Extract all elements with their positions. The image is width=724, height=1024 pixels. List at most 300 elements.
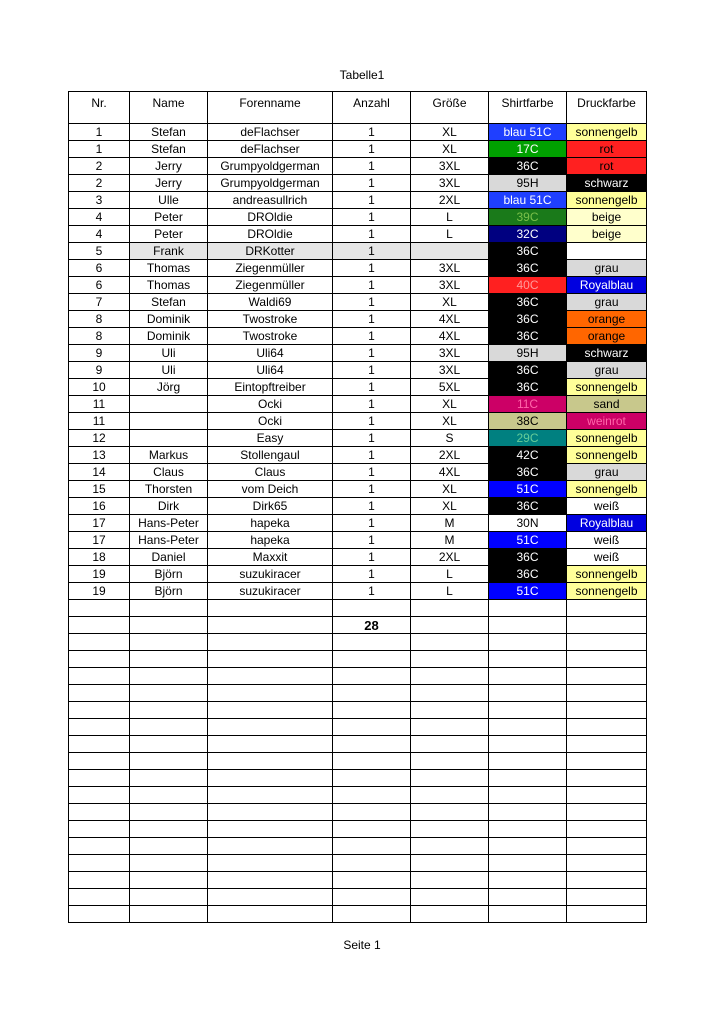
empty-row [69, 889, 647, 906]
table-row [69, 328, 647, 345]
empty-row [69, 872, 647, 889]
cell-nr: 8 [69, 311, 130, 328]
page-footer: Seite 1 [343, 938, 381, 952]
empty-cell [333, 770, 411, 787]
empty-cell [333, 838, 411, 855]
cell-size: XL [411, 498, 489, 515]
cell-shirt-color: 40C [489, 277, 567, 294]
table-row [69, 413, 647, 430]
empty-cell [411, 702, 489, 719]
table-row [69, 566, 647, 583]
cell-name: Stefan [130, 124, 208, 141]
cell-quantity: 1 [333, 566, 411, 583]
empty-cell [208, 600, 333, 617]
table-row [69, 294, 647, 311]
empty-cell [411, 838, 489, 855]
cell-print-color: schwarz [567, 175, 647, 192]
empty-cell [333, 889, 411, 906]
empty-cell [69, 770, 130, 787]
cell-forename: Twostroke [208, 328, 333, 345]
cell-print-color: sonnengelb [567, 192, 647, 209]
table-row [69, 481, 647, 498]
cell-size: M [411, 515, 489, 532]
empty-cell [333, 753, 411, 770]
empty-cell [333, 855, 411, 872]
empty-cell [130, 889, 208, 906]
cell-forename: deFlachser [208, 141, 333, 158]
cell-size: M [411, 532, 489, 549]
empty-cell [69, 719, 130, 736]
empty-cell [333, 804, 411, 821]
cell-forename: Ocki [208, 413, 333, 430]
cell-nr: 9 [69, 362, 130, 379]
cell-name: Hans-Peter [130, 532, 208, 549]
cell-size: 3XL [411, 158, 489, 175]
empty-row [69, 770, 647, 787]
empty-cell [69, 600, 130, 617]
table-row [69, 430, 647, 447]
empty-cell [411, 651, 489, 668]
column-header-forename: Forenname [208, 92, 333, 116]
empty-cell [567, 651, 647, 668]
cell-shirt-color: 36C [489, 328, 567, 345]
empty-row [69, 685, 647, 702]
empty-cell [489, 787, 567, 804]
cell-print-color: rot [567, 158, 647, 175]
cell-size: 4XL [411, 311, 489, 328]
empty-cell [69, 821, 130, 838]
cell-forename: Uli64 [208, 362, 333, 379]
empty-cell [567, 770, 647, 787]
cell-shirt-color: 36C [489, 549, 567, 566]
cell-shirt-color: blau 51C [489, 124, 567, 141]
cell-print-color: weiß [567, 532, 647, 549]
cell-print-color: rot [567, 141, 647, 158]
empty-cell [567, 787, 647, 804]
cell-quantity: 1 [333, 345, 411, 362]
empty-cell [411, 685, 489, 702]
cell-quantity: 1 [333, 294, 411, 311]
empty-cell [208, 821, 333, 838]
cell-size [411, 243, 489, 260]
column-header-name: Name [130, 92, 208, 116]
cell-forename: DROldie [208, 226, 333, 243]
cell-size: 4XL [411, 328, 489, 345]
empty-cell [69, 838, 130, 855]
empty-cell [69, 889, 130, 906]
cell-name: Uli [130, 362, 208, 379]
table-row [69, 447, 647, 464]
cell-forename: DROldie [208, 209, 333, 226]
cell-print-color: Royalblau [567, 277, 647, 294]
empty-cell [567, 804, 647, 821]
empty-cell [489, 855, 567, 872]
cell-quantity: 1 [333, 141, 411, 158]
cell-nr: 1 [69, 141, 130, 158]
cell-shirt-color: 32C [489, 226, 567, 243]
cell-size: XL [411, 141, 489, 158]
empty-cell [208, 702, 333, 719]
cell-forename: deFlachser [208, 124, 333, 141]
cell-name [130, 430, 208, 447]
empty-cell [130, 770, 208, 787]
cell-print-color: sonnengelb [567, 124, 647, 141]
table-row [69, 583, 647, 600]
empty-cell [489, 719, 567, 736]
cell-shirt-color: blau 51C [489, 192, 567, 209]
empty-cell [567, 719, 647, 736]
cell-quantity: 1 [333, 549, 411, 566]
cell-nr: 6 [69, 277, 130, 294]
empty-cell [69, 736, 130, 753]
cell-nr: 2 [69, 158, 130, 175]
empty-cell [489, 770, 567, 787]
cell-name: Uli [130, 345, 208, 362]
cell-shirt-color: 38C [489, 413, 567, 430]
empty-cell [130, 600, 208, 617]
empty-cell [208, 668, 333, 685]
cell-shirt-color: 95H [489, 175, 567, 192]
cell-quantity: 1 [333, 413, 411, 430]
empty-cell [69, 906, 130, 923]
empty-cell [411, 872, 489, 889]
cell-quantity: 1 [333, 396, 411, 413]
cell-shirt-color: 95H [489, 345, 567, 362]
empty-cell [69, 668, 130, 685]
empty-cell [208, 838, 333, 855]
cell-name: Claus [130, 464, 208, 481]
empty-cell [69, 753, 130, 770]
cell-nr: 10 [69, 379, 130, 396]
cell-name: Hans-Peter [130, 515, 208, 532]
cell-shirt-color: 39C [489, 209, 567, 226]
cell-nr: 8 [69, 328, 130, 345]
empty-cell [489, 804, 567, 821]
table-row [69, 515, 647, 532]
table-row [69, 362, 647, 379]
empty-cell [489, 821, 567, 838]
total-row [69, 617, 647, 634]
cell-size: 3XL [411, 277, 489, 294]
empty-cell [130, 617, 208, 634]
empty-cell [130, 736, 208, 753]
cell-shirt-color: 36C [489, 243, 567, 260]
cell-name: Peter [130, 226, 208, 243]
empty-row [69, 651, 647, 668]
cell-name: Dominik [130, 328, 208, 345]
empty-cell [130, 719, 208, 736]
cell-shirt-color: 51C [489, 481, 567, 498]
empty-cell [411, 719, 489, 736]
cell-name [130, 413, 208, 430]
cell-print-color [567, 243, 647, 260]
empty-cell [567, 702, 647, 719]
cell-quantity: 1 [333, 260, 411, 277]
table-row [69, 226, 647, 243]
cell-shirt-color: 36C [489, 566, 567, 583]
empty-cell [567, 668, 647, 685]
empty-row [69, 702, 647, 719]
empty-cell [489, 634, 567, 651]
cell-size: 2XL [411, 447, 489, 464]
cell-quantity: 1 [333, 175, 411, 192]
cell-shirt-color: 29C [489, 430, 567, 447]
cell-nr: 19 [69, 566, 130, 583]
cell-forename: Eintopftreiber [208, 379, 333, 396]
empty-row [69, 804, 647, 821]
cell-quantity: 1 [333, 311, 411, 328]
empty-cell [411, 634, 489, 651]
cell-quantity: 1 [333, 124, 411, 141]
cell-size: XL [411, 481, 489, 498]
table-row [69, 379, 647, 396]
empty-cell [489, 889, 567, 906]
column-header-quantity: Anzahl [333, 92, 411, 116]
cell-forename: hapeka [208, 532, 333, 549]
column-header-print-color: Druckfarbe [567, 92, 647, 116]
cell-forename: vom Deich [208, 481, 333, 498]
cell-print-color: grau [567, 294, 647, 311]
cell-print-color: weinrot [567, 413, 647, 430]
empty-cell [69, 617, 130, 634]
cell-print-color: beige [567, 209, 647, 226]
sheet-title: Tabelle1 [339, 68, 385, 82]
empty-row [69, 600, 647, 617]
empty-cell [567, 685, 647, 702]
empty-row [69, 906, 647, 923]
cell-print-color: orange [567, 328, 647, 345]
cell-print-color: sonnengelb [567, 566, 647, 583]
cell-forename: hapeka [208, 515, 333, 532]
cell-name [130, 396, 208, 413]
cell-forename: suzukiracer [208, 583, 333, 600]
empty-cell [130, 685, 208, 702]
cell-name: Dominik [130, 311, 208, 328]
empty-cell [567, 600, 647, 617]
cell-size: 3XL [411, 175, 489, 192]
cell-name: Jerry [130, 175, 208, 192]
table-row [69, 498, 647, 515]
empty-cell [333, 634, 411, 651]
empty-cell [411, 855, 489, 872]
empty-cell [411, 889, 489, 906]
empty-cell [130, 821, 208, 838]
cell-size: L [411, 583, 489, 600]
cell-name: Thorsten [130, 481, 208, 498]
cell-shirt-color: 36C [489, 464, 567, 481]
cell-shirt-color: 36C [489, 294, 567, 311]
empty-cell [489, 753, 567, 770]
cell-nr: 4 [69, 226, 130, 243]
empty-cell [130, 906, 208, 923]
cell-size: S [411, 430, 489, 447]
cell-nr: 17 [69, 532, 130, 549]
cell-size: XL [411, 294, 489, 311]
empty-row [69, 668, 647, 685]
empty-cell [208, 634, 333, 651]
table-row [69, 464, 647, 481]
cell-quantity: 1 [333, 447, 411, 464]
cell-forename: Dirk65 [208, 498, 333, 515]
empty-cell [489, 600, 567, 617]
cell-print-color: grau [567, 260, 647, 277]
header-row [69, 92, 647, 116]
empty-row [69, 634, 647, 651]
empty-row [69, 753, 647, 770]
cell-nr: 5 [69, 243, 130, 260]
table-row [69, 158, 647, 175]
order-table [68, 91, 647, 923]
cell-forename: Stollengaul [208, 447, 333, 464]
empty-cell [489, 685, 567, 702]
cell-shirt-color: 36C [489, 498, 567, 515]
cell-size: 5XL [411, 379, 489, 396]
cell-size: XL [411, 413, 489, 430]
empty-cell [208, 889, 333, 906]
empty-cell [411, 770, 489, 787]
empty-cell [567, 872, 647, 889]
cell-print-color: beige [567, 226, 647, 243]
empty-cell [208, 770, 333, 787]
empty-cell [333, 685, 411, 702]
cell-nr: 2 [69, 175, 130, 192]
cell-print-color: sand [567, 396, 647, 413]
column-header-nr: Nr. [69, 92, 130, 116]
empty-cell [489, 872, 567, 889]
cell-nr: 6 [69, 260, 130, 277]
cell-size: L [411, 566, 489, 583]
cell-forename: DRKotter [208, 243, 333, 260]
column-header-size: Größe [411, 92, 489, 116]
cell-print-color: grau [567, 464, 647, 481]
empty-row [69, 821, 647, 838]
cell-quantity: 1 [333, 158, 411, 175]
cell-forename: Twostroke [208, 311, 333, 328]
empty-cell [208, 736, 333, 753]
table-row [69, 549, 647, 566]
empty-cell [489, 668, 567, 685]
empty-cell [411, 804, 489, 821]
empty-cell [208, 753, 333, 770]
table-row [69, 345, 647, 362]
empty-cell [411, 787, 489, 804]
cell-shirt-color: 51C [489, 532, 567, 549]
cell-forename: Ziegenmüller [208, 260, 333, 277]
table-row [69, 260, 647, 277]
cell-nr: 18 [69, 549, 130, 566]
cell-quantity: 1 [333, 498, 411, 515]
empty-cell [567, 736, 647, 753]
empty-cell [333, 872, 411, 889]
cell-size: XL [411, 124, 489, 141]
cell-nr: 13 [69, 447, 130, 464]
empty-cell [69, 685, 130, 702]
cell-print-color: sonnengelb [567, 481, 647, 498]
cell-shirt-color: 36C [489, 260, 567, 277]
cell-name: Stefan [130, 294, 208, 311]
empty-cell [333, 600, 411, 617]
empty-cell [567, 855, 647, 872]
cell-size: 3XL [411, 345, 489, 362]
empty-cell [130, 668, 208, 685]
empty-cell [411, 736, 489, 753]
table-row [69, 124, 647, 141]
cell-quantity: 1 [333, 481, 411, 498]
cell-forename: andreasullrich [208, 192, 333, 209]
empty-cell [333, 668, 411, 685]
empty-cell [489, 617, 567, 634]
empty-cell [567, 889, 647, 906]
cell-name: Daniel [130, 549, 208, 566]
cell-print-color: schwarz [567, 345, 647, 362]
cell-size: 3XL [411, 260, 489, 277]
empty-cell [208, 906, 333, 923]
empty-cell [333, 651, 411, 668]
cell-name: Jerry [130, 158, 208, 175]
cell-quantity: 1 [333, 430, 411, 447]
table-row [69, 175, 647, 192]
empty-row [69, 838, 647, 855]
empty-cell [489, 906, 567, 923]
cell-size: L [411, 226, 489, 243]
empty-cell [411, 906, 489, 923]
cell-print-color: grau [567, 362, 647, 379]
spacer-row [69, 115, 647, 124]
empty-cell [411, 753, 489, 770]
cell-print-color: Royalblau [567, 515, 647, 532]
cell-forename: Grumpyoldgerman [208, 158, 333, 175]
empty-cell [130, 787, 208, 804]
cell-shirt-color: 42C [489, 447, 567, 464]
empty-cell [411, 668, 489, 685]
cell-shirt-color: 30N [489, 515, 567, 532]
empty-cell [69, 702, 130, 719]
empty-cell [333, 821, 411, 838]
cell-shirt-color: 36C [489, 158, 567, 175]
cell-size: L [411, 209, 489, 226]
cell-name: Thomas [130, 277, 208, 294]
empty-cell [333, 787, 411, 804]
cell-size: XL [411, 396, 489, 413]
empty-row [69, 719, 647, 736]
empty-cell [130, 838, 208, 855]
cell-quantity: 1 [333, 379, 411, 396]
table-row [69, 141, 647, 158]
cell-forename: Claus [208, 464, 333, 481]
cell-forename: Uli64 [208, 345, 333, 362]
empty-cell [208, 855, 333, 872]
table-row [69, 192, 647, 209]
cell-nr: 14 [69, 464, 130, 481]
table-row [69, 277, 647, 294]
empty-cell [333, 702, 411, 719]
cell-quantity: 1 [333, 464, 411, 481]
empty-cell [69, 787, 130, 804]
empty-row [69, 855, 647, 872]
table-row [69, 396, 647, 413]
cell-quantity: 1 [333, 209, 411, 226]
empty-cell [130, 855, 208, 872]
empty-cell [489, 651, 567, 668]
cell-nr: 16 [69, 498, 130, 515]
cell-nr: 1 [69, 124, 130, 141]
cell-name: Frank [130, 243, 208, 260]
empty-cell [333, 906, 411, 923]
cell-name: Stefan [130, 141, 208, 158]
empty-cell [208, 685, 333, 702]
cell-forename: suzukiracer [208, 566, 333, 583]
empty-cell [208, 872, 333, 889]
